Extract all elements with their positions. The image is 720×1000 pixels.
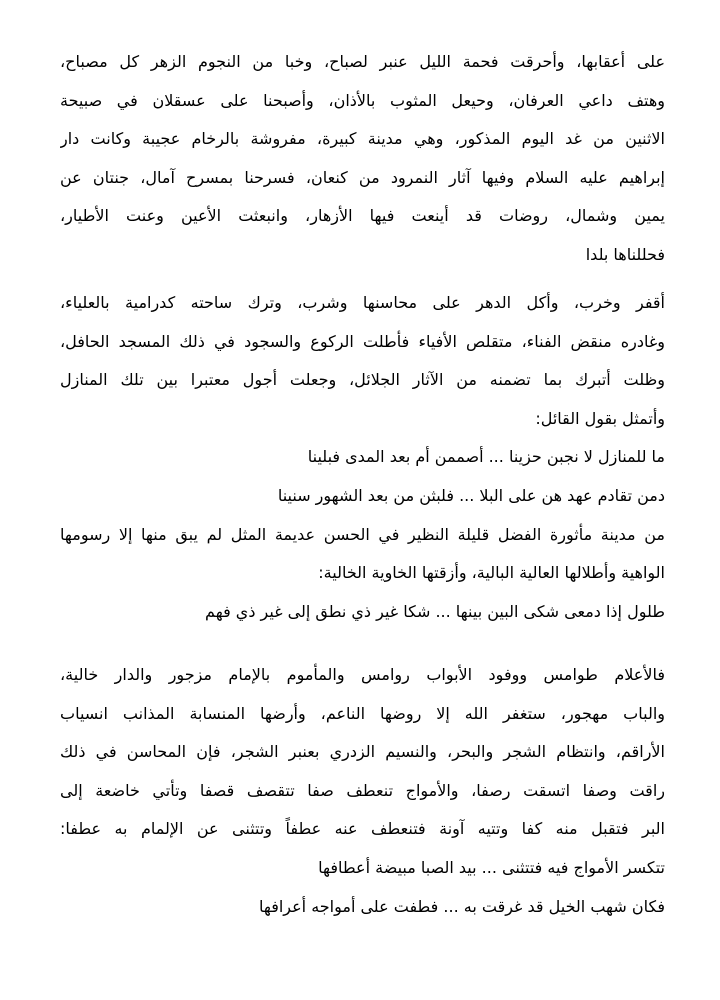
text-line: البر فتقبل منه كفا وتتيه آونة فتنعطف عنه عطفاً وتتثنى عن الإلمام به عطفا: — [60, 819, 665, 839]
text-line: الأراقم، وانتظام الشجر والبحر، والنسيم الزدري بعنبر الشجر، فإن المحاسن في ذلك — [60, 742, 665, 762]
paragraph-1 — [60, 43, 665, 275]
paragraph-2 — [60, 284, 665, 631]
text-line: فالأعلام طوامس ووفود الأبواب روامس والمأموم بالإمام مزجور والدار خالية، — [60, 665, 665, 684]
paragraph-3 — [60, 656, 665, 926]
verse-line: تتكسر الأمواج فيه فتتثنى ... بيد الصبا مبيضة أعطافها — [318, 857, 665, 877]
verse-line: ما للمنازل لا نجبن حزينا ... أصممن أم بعد المدى فبلينا — [307, 447, 665, 467]
text-line: والباب مهجور، ستغفر الله إلا روضها الناعم، وأرضها المنسابة المذانب انسياب — [60, 703, 665, 723]
verse-line: دمن تقادم عهد هن على البلا ... فلبثن من بعد الشهور سنينا — [277, 485, 665, 505]
text-line: وأتمثل بقول القائل: — [535, 408, 665, 428]
text-line: وظلت أتبرك بما تضمنه من الآثار الجلائل، وجعلت أجول معتبرا بين تلك المنازل — [60, 370, 665, 390]
text-line: وهتف داعي العرفان، وحيعل المثوب بالأذان، وأصبحنا على عسقلان في صبيحة — [60, 90, 665, 110]
text-line: أقفر وخرب، وأكل الدهر على محاسنها وشرب، وترك ساحته كدرامية بالعلياء، — [60, 293, 665, 312]
text-line: الواهية وأطلالها العالية البالية، وأزقتها الخاوية الخالية: — [318, 563, 665, 583]
text-line: فحللناها بلدا — [585, 244, 665, 264]
text-line: من مدينة مأثورة الفضل قليلة النظير في الحسن عديمة المثل لم يبق منها إلا رسومها — [60, 524, 665, 544]
text-line: راقت وصفا اتسقت رصفا، والأمواج تنعطف صفا تتقصف قصفا وتأتي خاضعة إلى — [60, 780, 665, 800]
verse-line: فكان شهب الخيل قد غرقت به ... فطفت على أمواجه أعرافها — [258, 896, 665, 916]
text-line: وغادره منقض الفناء، متقلص الأفياء فأطلت الركوع والسجود في ذلك المسجد الحافل، — [60, 331, 665, 351]
text-line: على أعقابها، وأحرقت فحمة الليل عنبر لصباح، وخبا من النجوم الزهر كل مصباح، — [60, 52, 665, 71]
verse-line: طلول إذا دمعى شكى البين بينها ... شكا غير ذي نطق إلى غير ذي فهم — [205, 601, 665, 621]
text-line: إبراهيم عليه السلام وفيها آثار النمرود من كنعان، فسرحنا بمسرح آمال، جنتان عن — [60, 167, 665, 187]
text-line: يمين وشمال، روضات قد أينعت فيها الأزهار، وانبعثت الأعين وعنت الأطيار، — [60, 206, 665, 226]
text-line: الاثنين من غد اليوم المذكور، وهي مدينة كبيرة، مفروشة بالرخام عجيبة وكانت دار — [60, 129, 665, 149]
